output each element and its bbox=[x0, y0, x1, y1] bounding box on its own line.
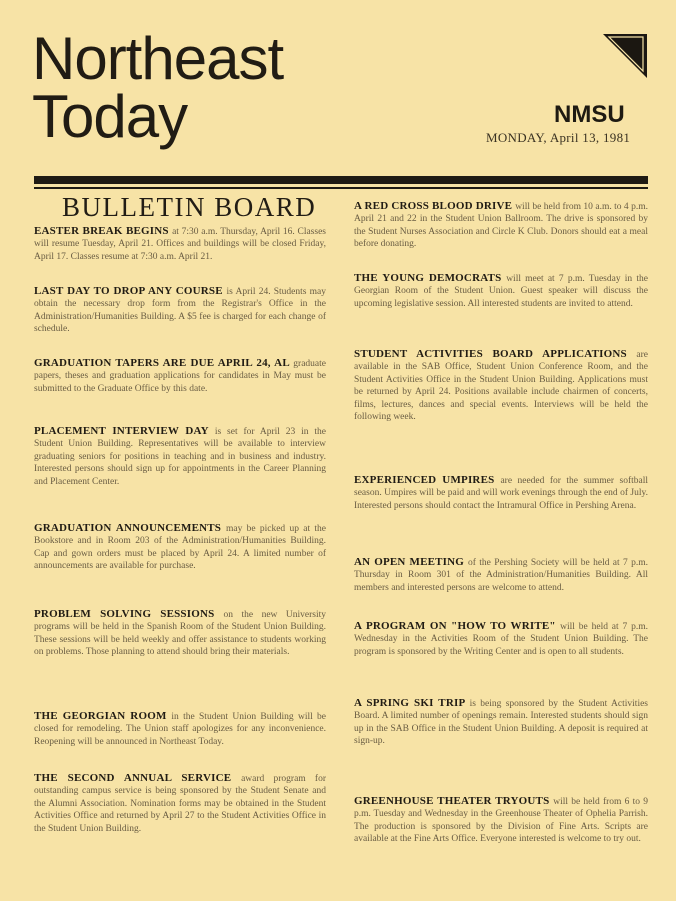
item-lead: PROBLEM SOLVING SESSIONS bbox=[34, 608, 224, 620]
item-body: graduate papers, theses and graduation applications for candidates in May must be submitted to the Graduate Office by this date. bbox=[34, 359, 326, 394]
bulletin-item bbox=[354, 474, 648, 512]
item-lead: EASTER BREAK BEGINS bbox=[34, 225, 173, 237]
bulletin-item bbox=[34, 225, 326, 263]
bulletin-item bbox=[34, 710, 326, 748]
item-body: in the Student Union Building will be closed for remodeling. The Union staff apologizes for any inconvenience. Reopening will be announced in Northeast Today. bbox=[34, 712, 326, 747]
publication-title bbox=[32, 25, 284, 150]
title-line-2: Today bbox=[32, 83, 188, 150]
item-body: will be held from 6 to 9 p.m. Tuesday and Wednesday in the Greenhouse Theater of Ophelia Parrish. The production is sponsored by the Division of Fine Arts. Scripts are available at the Fine Arts Office. Everyone interested is welcome to try out. bbox=[354, 797, 648, 845]
item-lead: THE SECOND ANNUAL SERVICE bbox=[34, 772, 242, 784]
item-body: award program for outstanding campus service is being sponsored by the Student Senate and the Alumni Association. Nomination forms may be obtained in the Student Activities Office and returned by April 27 to the Student Activities Office in the Student Union Building. bbox=[34, 774, 326, 834]
bulletin-item bbox=[354, 697, 648, 748]
item-lead: PLACEMENT INTERVIEW DAY bbox=[34, 425, 215, 437]
item-body: will be held at 7 p.m. Wednesday in the Activities Room of the Student Union Building. The program is sponsored by the Writing Center and is open to all students. bbox=[354, 622, 648, 657]
item-body: is April 24. Students may obtain the necessary drop form from the Registrar's Office in the Administration/Humanities Building. A $5 fee is charged for each change of schedule. bbox=[34, 287, 327, 335]
item-body: may be picked up at the Bookstore and in Room 203 of the Administration/Humanities Building. Cap and gown orders must be placed by April 24. A limited number of announcements are available for purchase. bbox=[34, 524, 326, 572]
bulletin-item bbox=[354, 200, 648, 251]
org-name: NMSU bbox=[554, 101, 625, 128]
bulletin-item bbox=[34, 425, 326, 488]
item-body: of the Pershing Society will be held at 7 p.m. Thursday in Room 301 of the Administration/Humanities Building. All members and interested persons are welcome to attend. bbox=[354, 558, 648, 593]
bulletin-item bbox=[354, 348, 648, 423]
item-body: are available in the SAB Office, Student Union Conference Room, and the Student Activities Office in the Student Union Building. Applications must be returned by April 24. Positions available include chairmen of concerts, films, lectures, dances and special events. Interviews will be held the following week. bbox=[354, 350, 648, 423]
item-lead: A SPRING SKI TRIP bbox=[354, 697, 470, 709]
item-body: at 7:30 a.m. Thursday, April 16. Classes will resume Tuesday, April 21. Offices and buildings will be closed Friday, April 17. Classes resume at 7:30 a.m. April 21. bbox=[34, 227, 326, 262]
bulletin-item bbox=[34, 285, 326, 336]
corner-triangle-icon bbox=[603, 34, 647, 78]
item-lead: A RED CROSS BLOOD DRIVE bbox=[354, 200, 516, 212]
item-lead: GREENHOUSE THEATER TRYOUTS bbox=[354, 795, 554, 807]
bulletin-item bbox=[34, 772, 326, 835]
item-body: are needed for the summer softball season. Umpires will be paid and will work evenings through the end of July. Interested persons should contact the Intramural Office in Pershing Arena. bbox=[354, 476, 648, 511]
item-lead: GRADUATION ANNOUNCEMENTS bbox=[34, 522, 226, 534]
item-lead: GRADUATION TAPERS ARE DUE APRIL 24, AL bbox=[34, 357, 294, 369]
bulletin-item bbox=[34, 608, 326, 659]
title-line-1: Northeast bbox=[32, 25, 284, 92]
item-lead: A PROGRAM ON "HOW TO WRITE" bbox=[354, 620, 561, 632]
bulletin-item bbox=[354, 272, 648, 310]
item-lead: AN OPEN MEETING bbox=[354, 556, 468, 568]
bulletin-item bbox=[354, 620, 648, 658]
item-lead: EXPERIENCED UMPIRES bbox=[354, 474, 501, 486]
bulletin-item bbox=[354, 556, 648, 594]
masthead-rule-thin bbox=[34, 187, 648, 189]
item-lead: THE GEORGIAN ROOM bbox=[34, 710, 172, 722]
item-body: on the new University programs will be held in the Spanish Room of the Student Union Building. These sessions will be held weekly and offer assistance to students working on problems. Those planning to attend should bring their materials. bbox=[34, 610, 326, 658]
bulletin-item bbox=[354, 795, 648, 846]
bulletin-item bbox=[34, 357, 326, 395]
item-body: will meet at 7 p.m. Tuesday in the Georgian Room of the Student Union. Guest speaker will discuss the upcoming legislative session. All interested students are invited to attend. bbox=[354, 274, 648, 309]
masthead-rule-thick bbox=[34, 176, 648, 184]
bulletin-item bbox=[34, 522, 326, 573]
item-body: is being sponsored by the Student Activities Board. A limited number of openings remain. Interested students should sign up in the SAB Office in the Student Union Building. A deposit is required at sign-up. bbox=[354, 699, 648, 747]
issue-date: MONDAY, April 13, 1981 bbox=[486, 130, 631, 145]
item-body: is set for April 23 in the Student Union Building. Representatives will be available to interview graduating seniors for positions in teaching and in business and industry. Interested persons should sign up for appointments in the Career Planning and Placement Center. bbox=[34, 427, 326, 487]
item-lead: STUDENT ACTIVITIES BOARD APPLICATIONS bbox=[354, 348, 637, 360]
item-body: will be held from 10 a.m. to 4 p.m. April 21 and 22 in the Student Union Ballroom. The drive is sponsored by the Student Nurses Association and Circle K Club. Donors should eat a meal before donating. bbox=[354, 202, 648, 250]
section-heading: BULLETIN BOARD bbox=[62, 192, 317, 222]
item-lead: THE YOUNG DEMOCRATS bbox=[354, 272, 507, 284]
item-lead: LAST DAY TO DROP ANY COURSE bbox=[34, 285, 227, 297]
